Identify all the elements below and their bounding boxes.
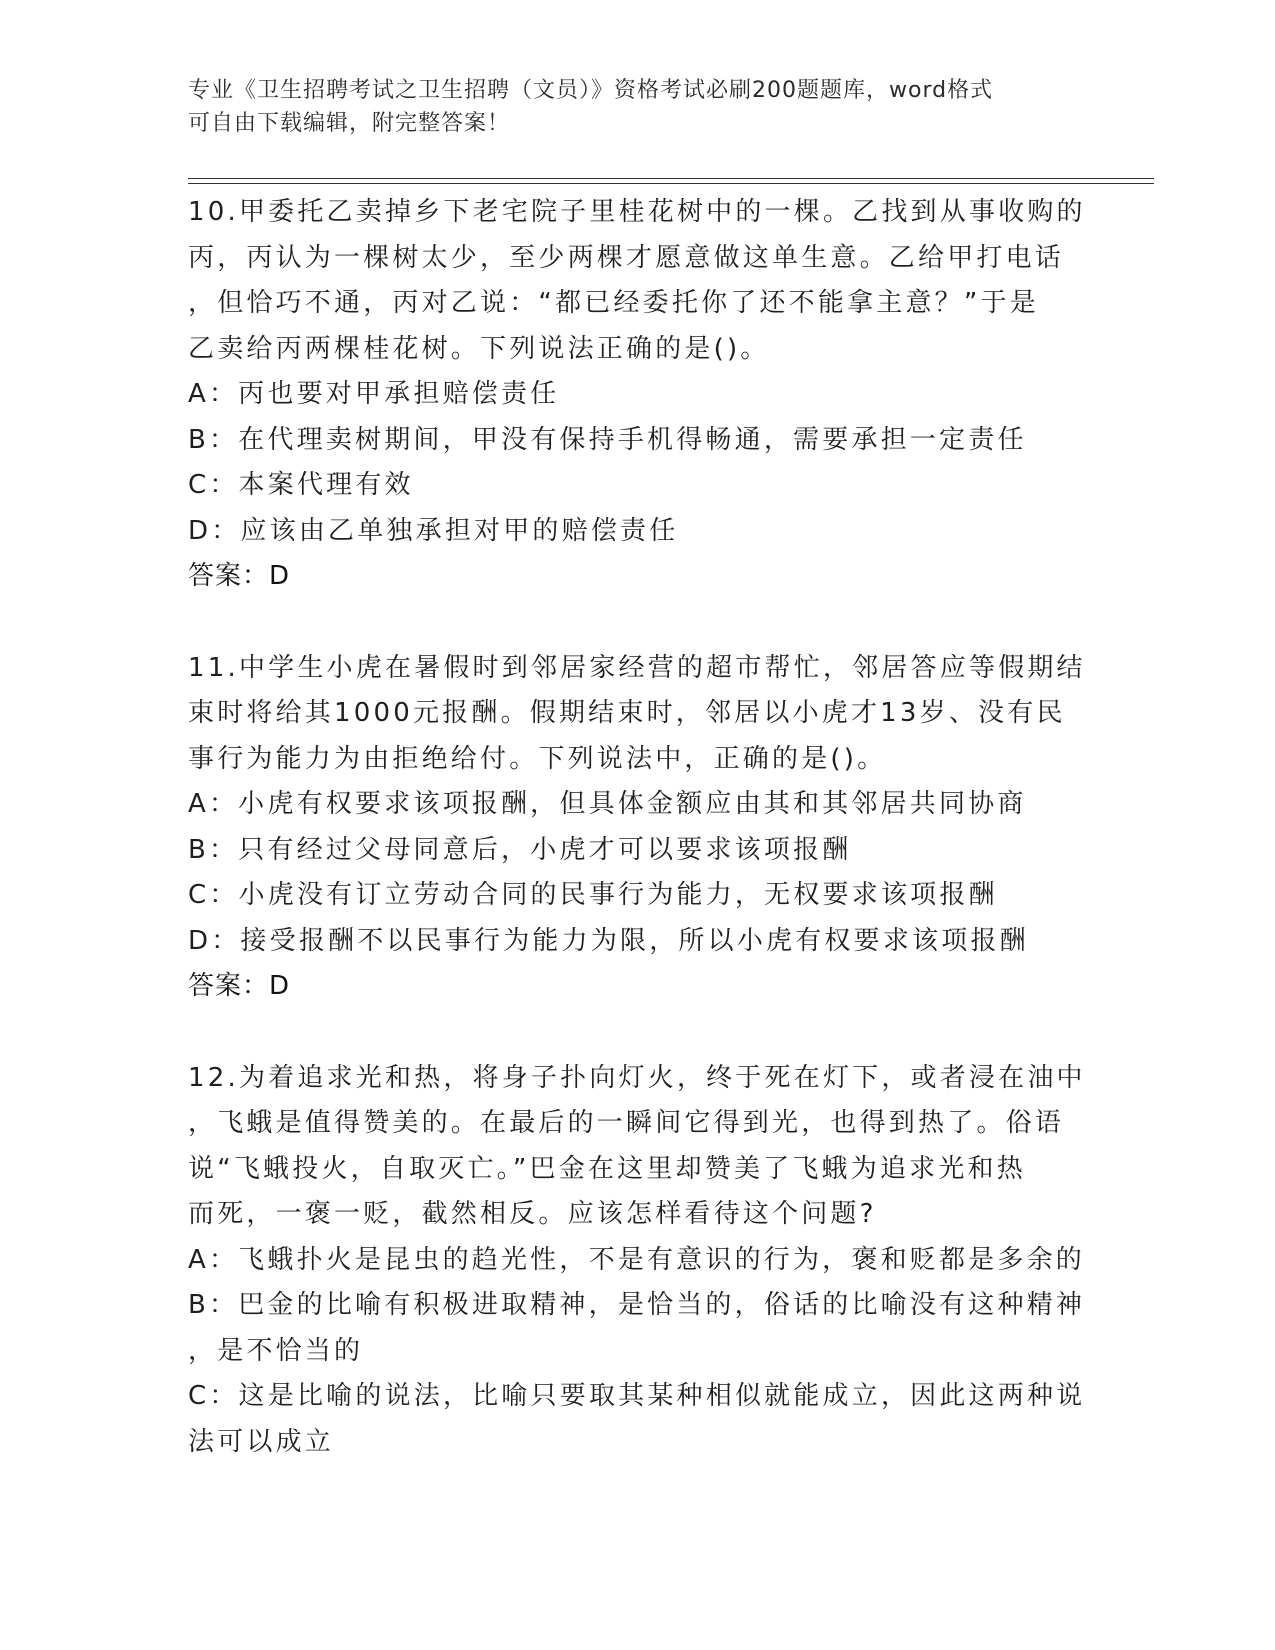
question-12 xyxy=(188,1056,1148,1466)
option-c: C：本案代理有效 xyxy=(188,470,414,500)
question-10 xyxy=(188,190,1148,600)
question-text-line: 丙，丙认为一棵树太少，至少两棵才愿意做这单生意。乙给甲打电话 xyxy=(188,242,1065,273)
question-text-line: ，但恰巧不通，丙对乙说：“都已经委托你了还不能拿主意？”于是 xyxy=(188,288,1039,318)
option-c: C：这是比喻的说法，比喻只要取其某种相似就能成立，因此这两种说 xyxy=(188,1381,1086,1411)
question-text-line: 而死，一褒一贬，截然相反。应该怎样看待这个问题? xyxy=(188,1199,877,1229)
option-b: B：只有经过父母同意后，小虎才可以要求该项报酬 xyxy=(188,834,852,865)
question-list xyxy=(188,190,1148,1511)
question-text-line: 11.中学生小虎在暑假时到邻居家经营的超市帮忙，邻居答应等假期结 xyxy=(188,652,1086,683)
option-a: A：丙也要对甲承担赔偿责任 xyxy=(188,379,560,409)
option-b: B：在代理卖树期间，甲没有保持手机得畅通，需要承担一定责任 xyxy=(188,424,1027,455)
question-11 xyxy=(188,646,1148,1010)
option-c: C：小虎没有订立劳动合同的民事行为能力，无权要求该项报酬 xyxy=(188,880,998,910)
question-text-line: ，飞蛾是值得赞美的。在最后的一瞬间它得到光，也得到热了。俗语 xyxy=(188,1108,1065,1138)
question-text-line: 12.为着追求光和热，将身子扑向灯火，终于死在灯下，或者浸在油中 xyxy=(188,1062,1086,1093)
option-c-continued: 法可以成立 xyxy=(188,1426,335,1457)
header-divider-top xyxy=(188,178,1154,179)
option-d: D：应该由乙单独承担对甲的赔偿责任 xyxy=(188,515,679,546)
answer-label: 答案：D xyxy=(188,971,291,1001)
question-text-line: 说“飞蛾投火，自取灭亡。”巴金在这里却赞美了飞蛾为追求光和热 xyxy=(188,1153,1026,1184)
option-a: A：飞蛾扑火是昆虫的趋光性，不是有意识的行为，褒和贬都是多余的 xyxy=(188,1244,1085,1275)
header-line: 可自由下载编辑，附完整答案！ xyxy=(188,111,511,136)
question-text-line: 乙卖给丙两棵桂花树。下列说法正确的是()。 xyxy=(188,333,770,364)
option-d: D：接受报酬不以民事行为能力为限，所以小虎有权要求该项报酬 xyxy=(188,925,1029,956)
answer-label: 答案：D xyxy=(188,561,291,591)
header-line: 专业《卫生招聘考试之卫生招聘（文员）》资格考试必刷200题题库，word格式 xyxy=(188,78,994,103)
header-divider-bottom xyxy=(188,183,1154,184)
option-b: B：巴金的比喻有积极进取精神，是恰当的，俗话的比喻没有这种精神 xyxy=(188,1290,1086,1320)
question-text-line: 束时将给其1000元报酬。假期结束时，邻居以小虎才13岁、没有民 xyxy=(188,698,1066,728)
document-header xyxy=(188,74,1068,140)
question-text-line: 事行为能力为由拒绝给付。下列说法中，正确的是()。 xyxy=(188,743,887,774)
option-b-continued: ，是不恰当的 xyxy=(188,1335,364,1366)
option-a: A：小虎有权要求该项报酬，但具体金额应由其和其邻居共同协商 xyxy=(188,789,1027,819)
question-text-line: 10.甲委托乙卖掉乡下老宅院子里桂花树中的一棵。乙找到从事收购的 xyxy=(188,197,1086,227)
